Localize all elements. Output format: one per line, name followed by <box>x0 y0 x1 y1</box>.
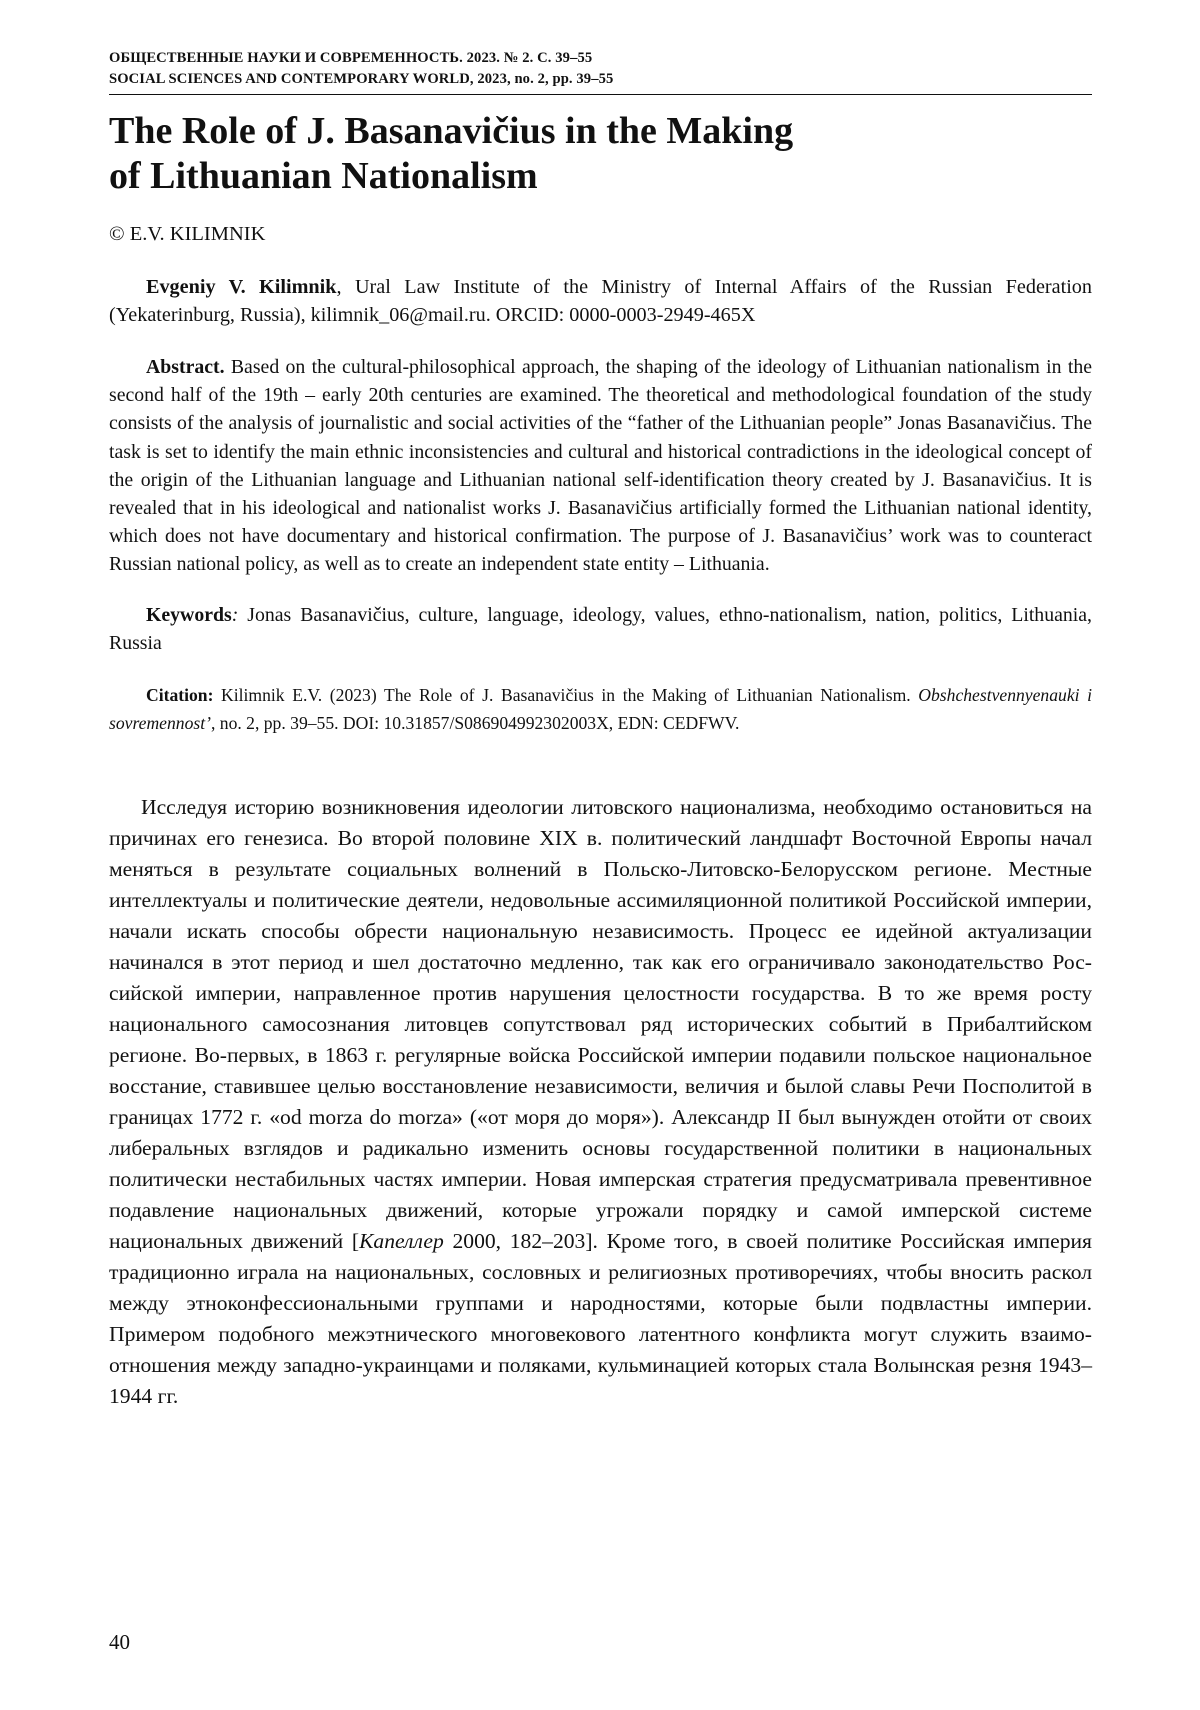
body-text-start: Исследуя историю возникновения идеологии литовского национализма, необходимо остановиться на причинах его генезиса. Во второй половине XIX в. политический ландшафт Восточной Европы начал меняться в результате социальных волнений в Польско-Литовско-Белорусском регионе. Местные интеллектуалы и политические деятели, недовольные ассимиляционной политикой Российской империи, начали искать способы обрести национальную независимость. Процесс ее идейной актуализации начинался в этот период и шел достаточно медленно, так как его ограничивало законодательство Российской империи, направленное против нарушения целостности государства. В то же время росту национального самосознания литовцев сопутствовал ряд исторических событий в Прибалтийском регионе. Во-первых, в 1863 г. регулярные войска Российской империи подавили польское национальное восстание, ставившее целью восстановление независимости, величия и былой славы Речи Посполитой в границах 1772 г. «od morza do morza» («от моря до моря»). Александр II был вынужден отойти от своих либеральных взглядов и радикально изменить основы государственной политики в национальных политически нестабильных частях империи. Новая имперская стратегия предусматривала превентивное подавление национальных движений, которые угрожали порядку и самой имперской системе национальных движений [ <box>109 795 1092 1254</box>
running-head-russian: ОБЩЕСТВЕННЫЕ НАУКИ И СОВРЕМЕННОСТЬ. 2023. № 2. С. 39–55 <box>109 50 593 66</box>
title-line-2: of Lithuanian Nationalism <box>109 155 538 197</box>
citation-text-before: Kilimnik E.V. (2023) The Role of J. Basanavičius in the Making of Lithuanian Nationalism. <box>213 685 919 706</box>
citation-label: Citation: <box>146 685 214 706</box>
abstract <box>109 353 1092 579</box>
author-copyright: © E.V. KILIMNIK <box>109 223 266 245</box>
page-content <box>109 48 1092 1412</box>
body-text-end: 2000, 182–203]. Кроме того, в своей политике Российская империя традиционно играла на национальных, сословных и религиозных противоречиях, чтобы вносить раскол между этноконфессиональными группами и народностями, которые были подвластны империи. Примером подобного межэтнического многовекового латентного конфликта могут служить взаимоотношения между западно-украинцами и поляками, кульминацией которых стала Волынская резня 1943–1944 гг. <box>109 1229 1092 1409</box>
citation-journal: Obshchestvennyenauki i sovremennost’ <box>109 685 1093 734</box>
keywords-label: Keywords <box>146 603 232 626</box>
abstract-label: Abstract. <box>146 356 225 378</box>
page-number: 40 <box>109 1630 130 1654</box>
keywords <box>109 601 1092 657</box>
article-title <box>109 109 1092 199</box>
body-reference-author: Капеллер <box>359 1229 444 1254</box>
author-affiliation <box>109 273 1092 329</box>
keywords-text: Jonas Basanavičius, culture, language, ideology, values, ethno-nationalism, nation, politics, Lithuania, Russia <box>109 603 1092 654</box>
header-rule <box>109 94 1092 95</box>
abstract-text: Based on the cultural-philosophical approach, the shaping of the ideology of Lithuanian nationalism in the second half of the 19th – early 20th centuries are examined. The theoretical and methodological foundation of the study consists of the analysis of journalistic and social activities of the “father of the Lithuanian people” Jonas Basanavičius. The task is set to identify the main ethnic inconsistencies and cultural and historical contradictions in the ideological concept of the origin of the Lithuanian language and Lithuanian national self-identification theory created by J. Basanavičius. It is revealed that in his ideological and nationalist works J. Basanavičius artificially formed the Lithuanian national identity, which does not have documentary and historical confirmation. The purpose of J. Basanavičius’ work was to counteract Russian national policy, as well as to create an independent state entity – Lithuania. <box>109 356 1092 576</box>
citation <box>109 681 1092 737</box>
affiliation-text: , Ural Law Institute of the Ministry of Internal Affairs of the Russian Federation (Yekaterinburg, Russia), kilimnik_06@mail.ru. ORCID: 0000-0003-2949-465X <box>109 276 1092 326</box>
citation-text-after: , no. 2, pp. 39–55. DOI: 10.31857/S086904992302003X, EDN: CEDFWV. <box>210 713 740 734</box>
running-head <box>109 48 1092 95</box>
author-name: Evgeniy V. Kilimnik <box>146 276 337 298</box>
keywords-separator: : <box>231 603 248 626</box>
running-head-english: SOCIAL SCIENCES AND CONTEMPORARY WORLD, 2023, no. 2, pp. 39–55 <box>109 71 614 87</box>
body-paragraph <box>109 792 1092 1412</box>
title-line-1: The Role of J. Basanavičius in the Making <box>109 110 794 152</box>
